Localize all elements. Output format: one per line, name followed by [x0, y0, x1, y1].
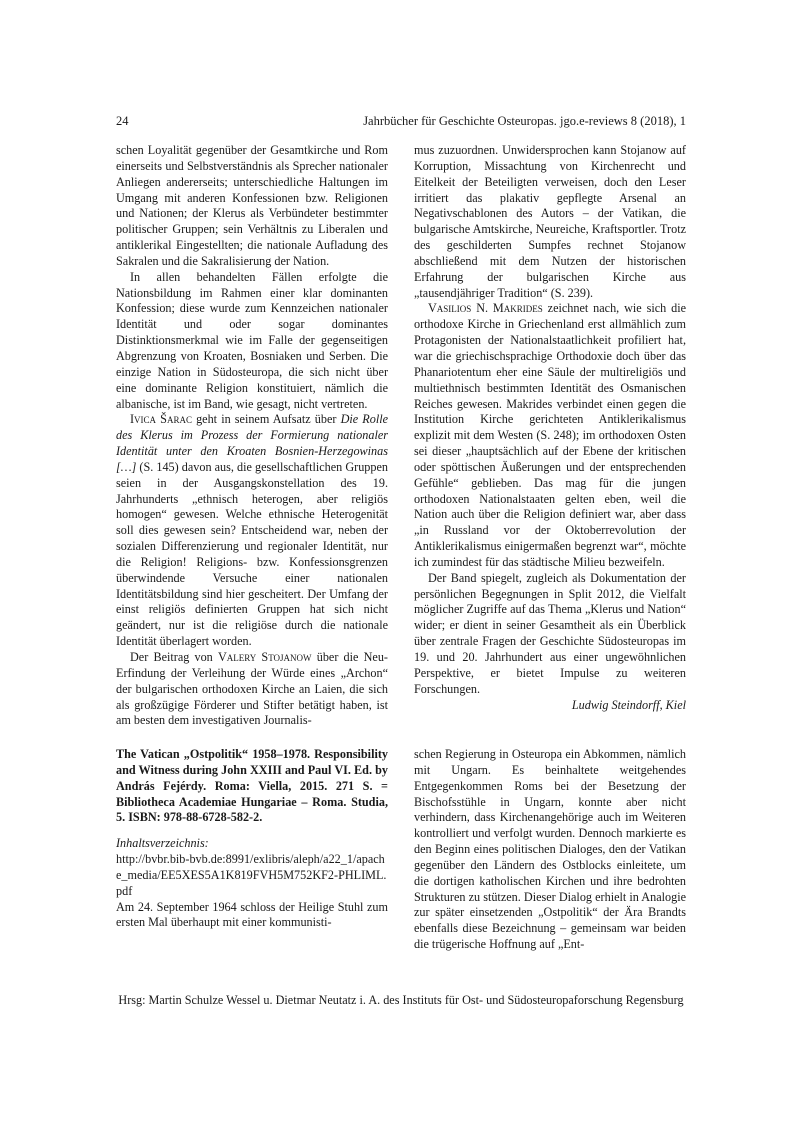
review2-right-column [414, 747, 686, 953]
paragraph [116, 412, 388, 650]
paragraph-text: Der Beitrag von [130, 650, 218, 664]
page-footer: Hrsg: Martin Schulze Wessel u. Dietmar Neutatz i. A. des Instituts für Ost- und Südosteuropaforschung Regensburg [118, 993, 684, 1007]
article-title: Die Rolle des Klerus im Prozess der Formierung nationaler Identität unter den Kroaten Bosnien-Herzegowinas […] [116, 412, 388, 474]
paragraph: In allen behandelten Fällen erfolgte die Nationsbildung im Rahmen einer klar dominanten Konfession; diese wurde zum Kennzeichen nationaler Identität und oder sogar dominantes Distinktionsmerkmal wie im Falle der gegenseitigen Abgrenzung von Kroaten, Bosniaken und Serben. Die einzige Nation in Südosteuropa, die sich nicht über eine dominante Religion konstituiert, nämlich die albanische, ist im Band, wie gesagt, nicht vertreten. [116, 269, 388, 411]
paragraph: Am 24. September 1964 schloss der Heilige Stuhl zum ersten Mal überhaupt mit einer kommunisti- [116, 899, 388, 930]
toc-label: Inhaltsverzeichnis: [116, 836, 209, 851]
paragraph: mus zuzuordnen. Unwidersprochen kann Stojanow auf Korruption, Missachtung von Kirchenrecht und Eitelkeit der Beteiligten verweisen, doch den Leser irritiert das plakativ gepflegte Arsenal an Negativschablonen des Autors – der Vatikan, die bulgarische Amtskirche, Neureiche, Kraftsportler. Trotz des geschilderten Sumpfes rechnet Stojanow abschließend mit dem Nutzen der historischen Erfahrung der bulgarischen Kirche aus „tausendjähriger Tradition“ (S. 239). [414, 143, 686, 300]
journal-title: Jahrbücher für Geschichte Osteuropas. jgo.e-reviews 8 (2018), 1 [363, 114, 686, 128]
paragraph: Der Band spiegelt, zugleich als Dokumentation der persönlichen Begegnungen in Split 2012, die Vielfalt möglicher Zugriffe auf das Thema „Klerus und Nation“ wider; er dient in seiner Gesamtheit als ein Überblick über zentrale Fragen der Geschichte Südosteuropas im 19. und 20. Jahrhundert aus einer ungewöhnlichen Perspektive, er bietet Impulse zu weiteren Forschungen. [414, 570, 686, 696]
page-number: 24 [116, 114, 129, 128]
paragraph [414, 301, 686, 570]
paragraph [116, 650, 388, 729]
review1-left-column [116, 143, 388, 729]
paragraph-text: geht in seinem Aufsatz über [191, 412, 341, 427]
author-name: Valery Stojanow [217, 650, 312, 664]
review2-left-column [116, 747, 388, 931]
paragraph-text: über die Neu-Erfindung der Verleihung der Würde eines „Archon“ der bulgarischen orthodoxen Kirche an Laien, die sich als großzügige Förderer und Stifter betätigt haben, ist am besten dem investigativen Journalis- [116, 650, 388, 728]
review1-right-column [414, 143, 686, 713]
author-name: Vasilios N. Makrides [428, 301, 543, 316]
paragraph-text: (S. 145) davon aus, die gesellschaftlichen Gruppen seien in der Ausgangskonstellation des 19. Jahrhunderts „ethnisch heterogen, aber religiös homogen“ gewesen. Welche ethnische Heterogenität soll dies gewesen sein? Entscheidend war, neben der sozialen Differenzierung und regionaler Identität, nur die Religion! Religions- bzw. Konfessionsgrenzen überwindende Versuche einer nationalen Identitätsbildung sind hier gescheitert. Der Umfang der einst religiös definierten Gruppen hat sich nicht geändert, nur ist die religiöse durch die nationale Identität überlagert worden. [116, 459, 388, 649]
author-name: Ivica Šarac [130, 412, 192, 427]
table-of-contents [116, 836, 388, 899]
paragraph-text: zeichnet nach, wie sich die orthodoxe Kirche in Griechenland erst allmählich zum Protagonisten der Nationalstaatlichkeit profiliert hat, war die griechischsprachige Orthodoxie doch über das Phanariotentum eher eine Säule der multireligiös und multiethnisch bestimmten Identität des Osmanischen Reiches gewesen. Makrides verbindet einen gegen die Institution Kirche gerichteten Antiklerikalismus explizit mit dem Westen (S. 248); im orthodoxen Osten sei dieser „hauptsächlich auf der Ebene der kritischen oder spöttischen Äußerungen und der entsprechenden Gefühle“ geblieben. Das mag für die jungen orthodoxen Nationalstaaten gelten eben, weil die Nation auch über die Religion definiert war, aber dass „in Russland vor der Oktoberrevolution der Antiklerikalismus einigermaßen begrenzt war“, möchte ich zumindest für das städtische Milieu bezweifeln. [414, 301, 686, 569]
toc-link[interactable]: http://bvbr.bib-bvb.de:8991/exlibris/aleph/a22_1/apache_media/EE5XES5A1K819FVH5M752KF2-PHLIML.pdf [116, 852, 387, 898]
running-header [116, 114, 686, 132]
paragraph: schen Loyalität gegenüber der Gesamtkirche und Rom einerseits und Selbstverständnis als Sprecher nationaler Anliegen andererseits; unterschiedliche Haltungen im Umgang mit anderen Konfessionen bzw. Religionen und Nationen; der Klerus als Verbündeter bestimmter politischer Gruppen; sein Verhältnis zu Liberalen und antiklerikal Eingestellten; die nationale Aufladung des Sakralen und die Sakralisierung der Nation. [116, 143, 388, 268]
paragraph: schen Regierung in Osteuropa ein Abkommen, nämlich mit Ungarn. Es beinhaltete weitgehendes Entgegenkommen Roms bei der Besetzung der Bischofsstühle in Ungarn, konnte aber nicht verhindern, dass Kirchenangehörige auch im Weiteren kontrolliert und verfolgt wurden. Dennoch markierte es den Beginn eines politischen Dialoges, den der Vatikan gegenüber den Ländern des Ostblocks einleitete, um die dortigen katholischen Kirchen und ihre bedrohten Strukturen zu stützen. Dieser Dialog erhielt in Analogie zur später einsetzenden „Ostpolitik“ der Ära Brandts ebenfalls diese Bezeichnung – gemeinsam war beiden die trügerische Hoffnung auf „Ent- [414, 747, 686, 952]
book-title: The Vatican „Ostpolitik“ 1958–1978. Responsibility and Witness during John XXIII and Paul VI. Ed. by András Fejérdy. Roma: Viella, 2015. 271 S. = Bibliotheca Academiae Hungariae – Roma. Studia, 5. ISBN: 978-88-6728-582-2. [116, 747, 388, 825]
reviewer-signature: Ludwig Steindorff, Kiel [571, 697, 686, 712]
